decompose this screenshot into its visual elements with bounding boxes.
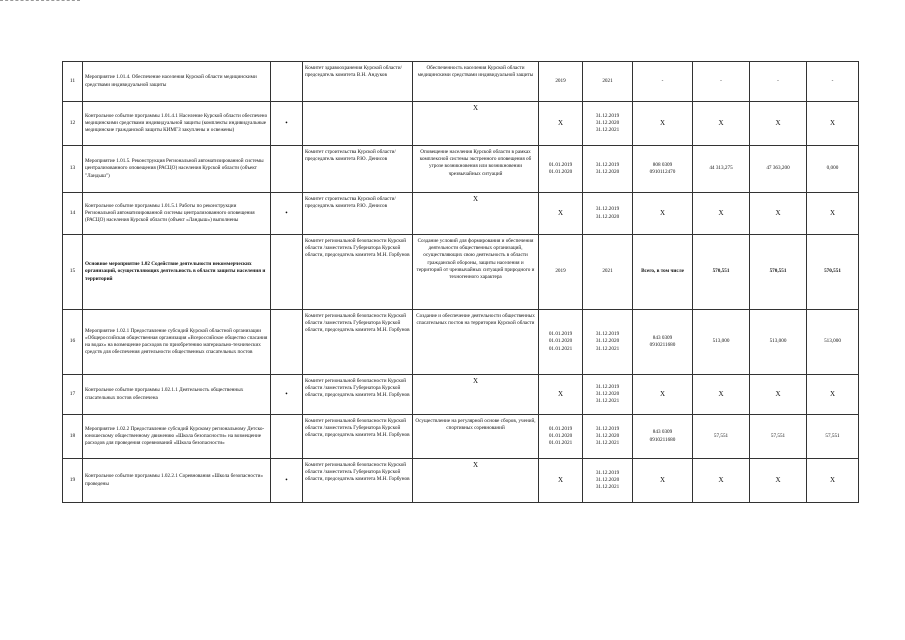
row-mark	[271, 62, 303, 102]
amount-year-2: X	[750, 102, 807, 146]
row-number: 13	[63, 146, 83, 193]
expected-result: X	[413, 193, 539, 235]
row-mark: •	[271, 102, 303, 146]
table-body	[63, 62, 859, 503]
budget-code: 808 0309 0910112470	[633, 146, 693, 193]
amount-year-3: 513,000	[807, 310, 859, 375]
amount-year-3: 57,551	[807, 415, 859, 459]
activity-name: Мероприятие 1.02.1 Предоставление субсидий Курской областной организации «Общероссийская общественная организация «Всероссийское общество спасания на водах» на возмещение расходов по приобретению материально-технических средств для обеспечения деятельности общественных спасательных постов	[83, 310, 271, 375]
end-date: 31.12.2019 31.12.2020 31.12.2021	[583, 415, 633, 459]
amount-year-3: X	[807, 375, 859, 415]
activity-name: Контрольное событие программы 1.02.2.1 Соревнования «Школа безопасности» проведены	[83, 459, 271, 503]
amount-year-1: 44 313,275	[693, 146, 750, 193]
responsible-executor: Комитет региональной безопасности Курской области /заместитель Губернатора Курской области, председатель комитета М.Н. Горбунов	[303, 375, 413, 415]
expected-result: Осуществление на регулярной основе сборов, учений, спортивных соревнований	[413, 415, 539, 459]
amount-year-2: 47 363,200	[750, 146, 807, 193]
expected-result: Обеспеченность населения Курской области медицинскими средствами индивидуальной защиты	[413, 62, 539, 102]
end-date: 2021	[583, 62, 633, 102]
responsible-executor	[303, 102, 413, 146]
row-number: 18	[63, 415, 83, 459]
table-row	[63, 102, 859, 146]
row-number: 19	[63, 459, 83, 503]
end-date: 31.12.2019 31.12.2020 31.12.2021	[583, 375, 633, 415]
amount-year-3: X	[807, 193, 859, 235]
table-row	[63, 193, 859, 235]
amount-year-1: X	[693, 102, 750, 146]
expected-result: Создание условий для формирования и обеспечения деятельности общественных организаций, осуществляющих свою деятельность в области гражданской обороны, защиты населения и территорий от чрезвычайных ситуаций природного и техногенного характера	[413, 235, 539, 310]
expected-result: X	[413, 375, 539, 415]
table-row	[63, 146, 859, 193]
end-date: 31.12.2019 31.12.2020 31.12.2021	[583, 310, 633, 375]
amount-year-2: X	[750, 459, 807, 503]
responsible-executor: Комитет региональной безопасности Курской области /заместитель Губернатора Курской области, председатель комитета М.Н. Горбунов	[303, 235, 413, 310]
amount-year-1: 513,000	[693, 310, 750, 375]
row-mark	[271, 310, 303, 375]
activity-name: Основное мероприятие 1.02 Содействие деятельности некоммерческих организаций, осуществляющих деятельность в области защиты населения и территорий	[83, 235, 271, 310]
start-date: X	[539, 459, 583, 503]
plan-table	[62, 61, 859, 503]
row-number: 15	[63, 235, 83, 310]
row-mark: •	[271, 459, 303, 503]
row-number: 12	[63, 102, 83, 146]
amount-year-3: 0,000	[807, 146, 859, 193]
start-date: 01.01.2019 01.01.2020	[539, 146, 583, 193]
amount-year-1: -	[693, 62, 750, 102]
amount-year-1: X	[693, 459, 750, 503]
budget-code: 843 0309 0910211680	[633, 310, 693, 375]
amount-year-2: 570,551	[750, 235, 807, 310]
start-date: X	[539, 193, 583, 235]
scan-edge-mark	[0, 0, 80, 4]
expected-result: Создание и обеспечение деятельности общественных спасательных постов на территории Курской области	[413, 310, 539, 375]
amount-year-2: X	[750, 375, 807, 415]
budget-code: X	[633, 459, 693, 503]
start-date: 01.01.2019 01.01.2020 01.01.2021	[539, 310, 583, 375]
amount-year-1: 57,551	[693, 415, 750, 459]
table-row	[63, 459, 859, 503]
budget-code: X	[633, 375, 693, 415]
row-mark: •	[271, 375, 303, 415]
amount-year-3: X	[807, 102, 859, 146]
row-mark	[271, 235, 303, 310]
amount-year-3: 570,551	[807, 235, 859, 310]
row-number: 14	[63, 193, 83, 235]
start-date: 2019	[539, 62, 583, 102]
amount-year-2: 57,551	[750, 415, 807, 459]
activity-name: Контрольное событие программы 1.01.4.1 Население Курской области обеспечено медицинскими средствами индивидуальной защиты (комплекты индивидуальные медицинские гражданской защиты КИМГЗ закуплены и освежены)	[83, 102, 271, 146]
row-mark: •	[271, 193, 303, 235]
table-row	[63, 415, 859, 459]
row-number: 11	[63, 62, 83, 102]
end-date: 2021	[583, 235, 633, 310]
budget-code: -	[633, 62, 693, 102]
budget-code: Всего, в том числе	[633, 235, 693, 310]
row-number: 17	[63, 375, 83, 415]
amount-year-1: X	[693, 375, 750, 415]
end-date: 31.12.2019 31.12.2020	[583, 193, 633, 235]
amount-year-2: -	[750, 62, 807, 102]
start-date: 01.01.2019 01.01.2020 01.01.2021	[539, 415, 583, 459]
activity-name: Мероприятие 1.01.5. Реконструкция Региональной автоматизированной системы централизованного оповещения (РАСЦО) населения Курской области (объект "Ландыш")	[83, 146, 271, 193]
activity-name: Контрольное событие программы 1.02.1.1 Деятельность общественных спасательных постов обеспечена	[83, 375, 271, 415]
budget-code: X	[633, 193, 693, 235]
responsible-executor: Комитет строительства Курской области/ председатель комитета Р.Ю. Денисов	[303, 146, 413, 193]
expected-result: X	[413, 102, 539, 146]
table-row	[63, 62, 859, 102]
table-row	[63, 235, 859, 310]
row-number: 16	[63, 310, 83, 375]
expected-result: Оповещение населения Курской области в рамках комплексной системы экстренного оповещения об угрозе возникновения или возникновении чрезвычайных ситуаций	[413, 146, 539, 193]
amount-year-2: X	[750, 193, 807, 235]
responsible-executor: Комитет здравоохранения Курской области/ председатель комитета В.Н. Андуков	[303, 62, 413, 102]
budget-code: X	[633, 102, 693, 146]
start-date: 2019	[539, 235, 583, 310]
responsible-executor: Комитет региональной безопасности Курской области /заместитель Губернатора Курской области, председатель комитета М.Н. Горбунов	[303, 310, 413, 375]
activity-name: Мероприятие 1.01.4. Обеспечение населения Курской области медицинскими средствами индивидуальной защиты	[83, 62, 271, 102]
end-date: 31.12.2019 31.12.2020	[583, 146, 633, 193]
expected-result: X	[413, 459, 539, 503]
start-date: X	[539, 102, 583, 146]
start-date: X	[539, 375, 583, 415]
budget-code: 843 0309 0910211680	[633, 415, 693, 459]
responsible-executor: Комитет строительства Курской области/председатель комитета Р.Ю. Денисов	[303, 193, 413, 235]
activity-name: Мероприятие 1.02.2 Предоставление субсидий Курскому региональному Детско-юношескому общественному движению «Школа безопасности» на возмещение расходов для проведения соревнований «Школа безопасности»	[83, 415, 271, 459]
activity-name: Контрольное событие программы 1.01.5.1 Работы по реконструкции Региональной автоматизированной системы централизованного оповещения (РАСЦО) населения Курской области (объект «Ландыш») выполнены	[83, 193, 271, 235]
responsible-executor: Комитет региональной безопасности Курской области /заместитель Губернатора Курской области, председатель комитета М.Н. Горбунов	[303, 415, 413, 459]
amount-year-1: 570,551	[693, 235, 750, 310]
table-row	[63, 310, 859, 375]
amount-year-3: X	[807, 459, 859, 503]
responsible-executor: Комитет региональной безопасности Курской области /заместитель Губернатора Курской области, председатель комитета М.Н. Горбунов	[303, 459, 413, 503]
row-mark	[271, 146, 303, 193]
row-mark	[271, 415, 303, 459]
end-date: 31.12.2019 31.12.2020 31.12.2021	[583, 459, 633, 503]
amount-year-3: -	[807, 62, 859, 102]
amount-year-2: 513,000	[750, 310, 807, 375]
end-date: 31.12.2019 31.12.2020 31.12.2021	[583, 102, 633, 146]
amount-year-1: X	[693, 193, 750, 235]
table-row	[63, 375, 859, 415]
